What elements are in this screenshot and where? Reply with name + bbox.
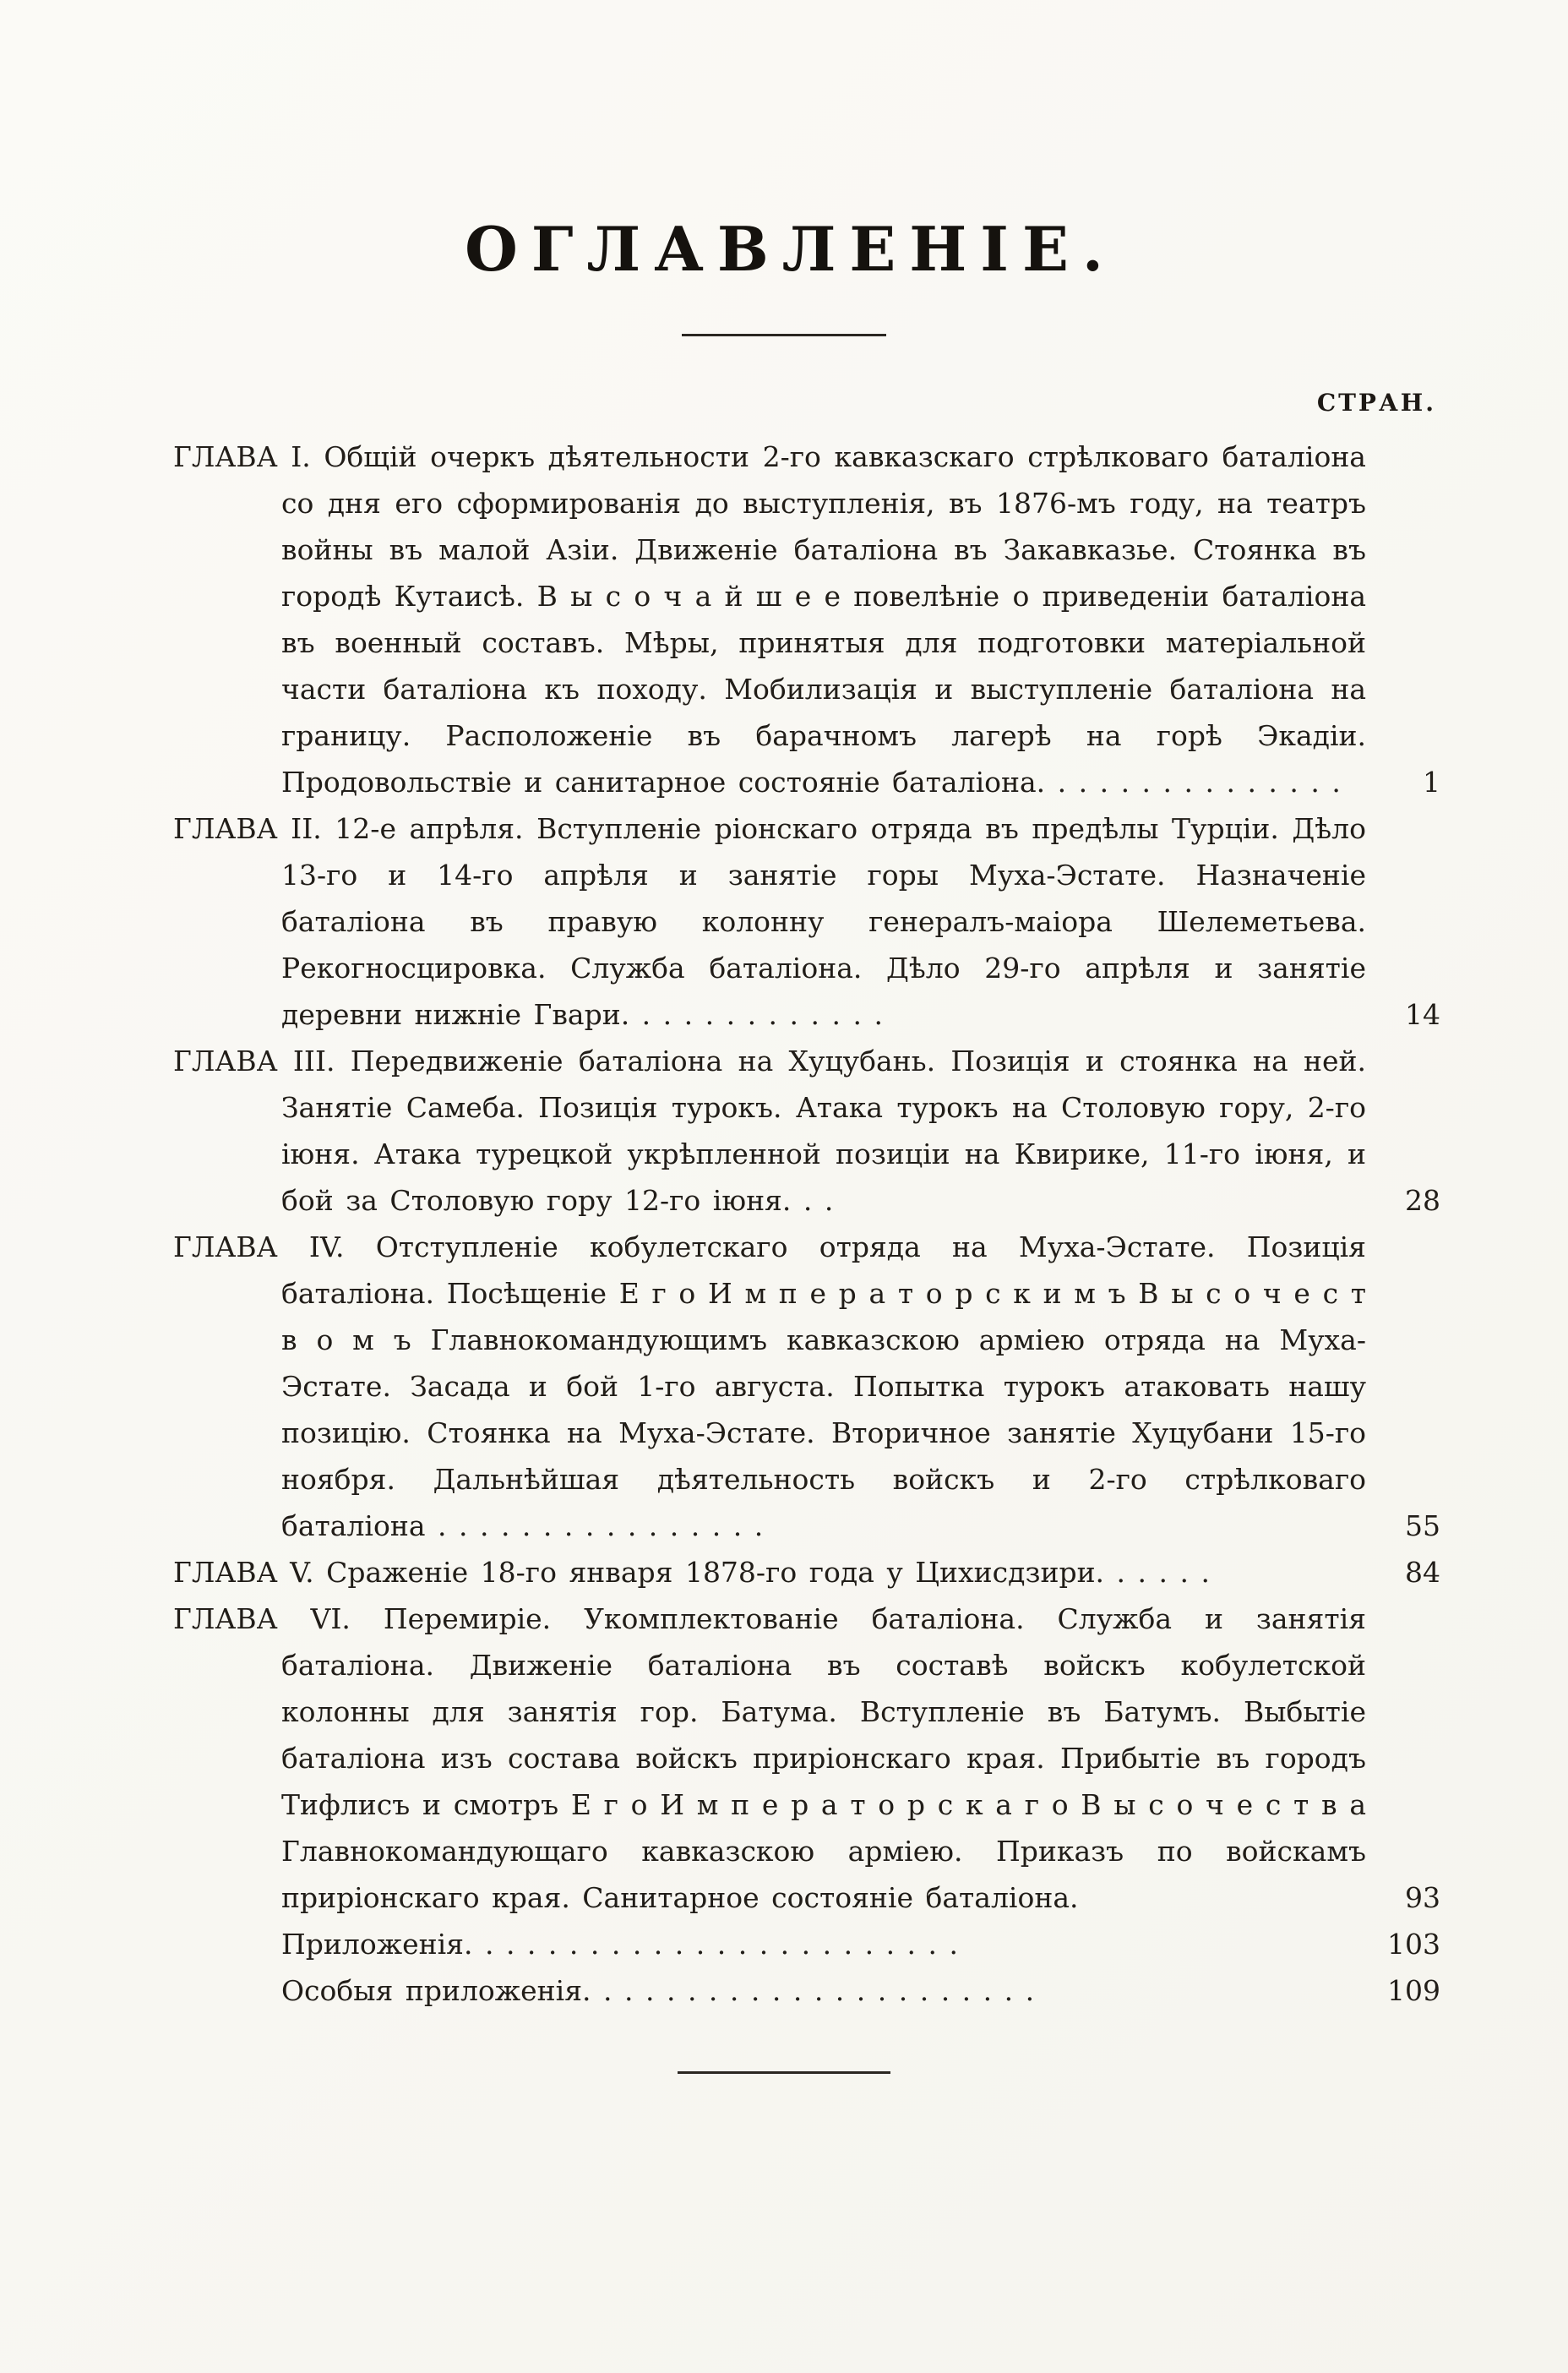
- divider-bottom: [678, 2071, 890, 2074]
- toc-entry-text: ГЛАВА V. Сраженіе 18-го января 1878-го года у Цихисдзири. . . . . .: [173, 1556, 1210, 1589]
- toc-entry-chapter-4: [173, 1224, 1440, 1549]
- toc-entry-page-number: 14: [1405, 998, 1440, 1031]
- toc-entry-chapter-3: [173, 1038, 1440, 1224]
- toc-entry-special-appendix: [173, 1967, 1440, 2014]
- toc-entry-text: ГЛАВА IV. Отступленіе кобулетскаго отряда на Муха-Эстате. Позиція баталіона. Посѣщеніе Е г о И м п е р а т о р с к и м ъ В ы с о ч е с т в о м ъ Главнокомандующимъ кавказскою арміею отряда на Муха-Эстате. Засада и бой 1-го августа. Попытка турокъ атаковать нашу позицію. Стоянка на Муха-Эстате. Вторичное занятіе Хуцубани 15-го ноября. Дальнѣйшая дѣятельность войскъ и 2-го стрѣлковаго баталіона . . . . . . . . . . . . . . . .: [173, 1230, 1366, 1542]
- toc-entry-text: Особыя приложенія. . . . . . . . . . . . . . . . . . . . . .: [281, 1974, 1035, 2007]
- divider-top: [682, 334, 886, 336]
- pages-column-header: СТРАН.: [1316, 389, 1436, 417]
- toc-entry-text: ГЛАВА VI. Перемиріе. Укомплектованіе баталіона. Служба и занятія баталіона. Движеніе баталіона въ составѣ войскъ кобулетской колонны для занятія гор. Батума. Вступленіе въ Батумъ. Выбытіе баталіона изъ состава войскъ приріонскаго края. Прибытіе въ городъ Тифлисъ и смотръ Е г о И м п е р а т о р с к а г о В ы с о ч е с т в а Главнокомандующаго кавказскою арміею. Приказъ по войскамъ приріонскаго края. Санитарное состояніе баталіона.: [173, 1602, 1366, 1914]
- toc-entry-text: ГЛАВА II. 12-е апрѣля. Вступленіе ріонскаго отряда въ предѣлы Турціи. Дѣло 13-го и 14-го апрѣля и занятіе горы Муха-Эстате. Назначеніе баталіона въ правую колонну генералъ-маіора Шелеметьева. Рекогносцировка. Служба баталіона. Дѣло 29-го апрѣля и занятіе деревни нижніе Гвари. . . . . . . . . . . . .: [173, 812, 1366, 1031]
- toc-entry-chapter-1: [173, 434, 1440, 805]
- toc-entry-text: ГЛАВА I. Общій очеркъ дѣятельности 2-го кавказскаго стрѣлковаго баталіона со дня его сформированія до выступленія, въ 1876-мъ году, на театръ войны въ малой Азіи. Движеніе баталіона въ Закавказье. Стоянка въ городѣ Кутаисѣ. В ы с о ч а й ш е е повелѣніе о приведеніи баталіона въ военный составъ. Мѣры, принятыя для подготовки матеріальной части баталіона къ походу. Мобилизація и выступленіе баталіона на границу. Расположеніе въ барачномъ лагерѣ на горѣ Экадіи. Продовольствіе и санитарное состояніе баталіона. . . . . . . . . . . . . . .: [173, 440, 1366, 799]
- toc-entry-chapter-2: [173, 805, 1440, 1038]
- table-of-contents: [173, 434, 1440, 2014]
- toc-entry-page-number: 109: [1387, 1974, 1440, 2007]
- toc-entry-chapter-5: [173, 1549, 1440, 1596]
- toc-entry-page-number: 1: [1423, 766, 1440, 799]
- page-title: ОГЛАВЛЕНІЕ.: [465, 213, 1117, 285]
- toc-entry-page-number: 55: [1405, 1509, 1440, 1542]
- toc-entry-text: ГЛАВА III. Передвиженіе баталіона на Хуцубань. Позиція и стоянка на ней. Занятіе Самеба. Позиція турокъ. Атака турокъ на Столовую гору, 2-го іюня. Атака турецкой укрѣпленной позиціи на Квирике, 11-го іюня, и бой за Столовую гору 12-го іюня. . .: [173, 1045, 1366, 1217]
- toc-entry-text: Приложенія. . . . . . . . . . . . . . . . . . . . . . . .: [281, 1928, 959, 1961]
- toc-entry-page-number: 28: [1405, 1184, 1440, 1217]
- toc-entry-chapter-6: [173, 1596, 1440, 1921]
- toc-entry-page-number: 93: [1405, 1881, 1440, 1914]
- toc-entry-page-number: 84: [1405, 1556, 1440, 1589]
- toc-entry-page-number: 103: [1387, 1928, 1440, 1961]
- toc-entry-appendix: [173, 1921, 1440, 1967]
